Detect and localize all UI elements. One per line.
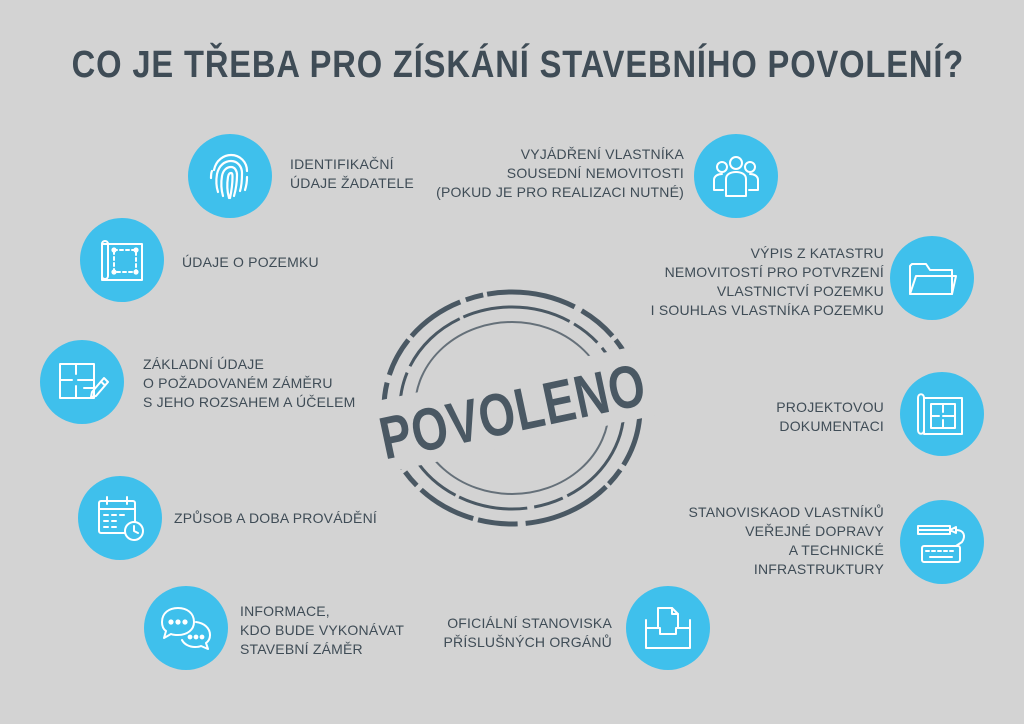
zakladni-udaje-label: ZÁKLADNÍ ÚDAJE O POŽADOVANÉM ZÁMĚRU S JEHO ROZSAHEM A ÚČELEM	[143, 356, 356, 410]
pen-keyboard-circle	[900, 500, 984, 584]
informace-kdo-label: INFORMACE, KDO BUDE VYKONÁVAT STAVEBNÍ ZÁMĚR	[240, 603, 405, 657]
blueprint-icon	[912, 384, 972, 444]
folder-icon	[902, 248, 962, 308]
identifikacni-udaje-label: IDENTIFIKAČNÍ ÚDAJE ŽADATELE	[290, 156, 414, 191]
fingerprint-icon	[200, 146, 260, 206]
povoleno-stamp	[362, 278, 729, 538]
projektova-dokumentace-label: PROJEKTOVOU DOKUMENTACI	[776, 399, 884, 434]
inbox-tray-circle	[626, 586, 710, 670]
stamp-text: POVOLENO	[373, 334, 729, 473]
land-plan-circle	[80, 218, 164, 302]
people-group-circle	[694, 134, 778, 218]
people-group-icon	[706, 146, 766, 206]
floor-plan-pencil-circle	[40, 340, 124, 424]
blueprint-circle	[900, 372, 984, 456]
fingerprint-circle	[188, 134, 272, 218]
zpusob-a-doba-label: ZPŮSOB A DOBA PROVÁDĚNÍ	[174, 510, 377, 526]
chat-bubbles-circle	[144, 586, 228, 670]
land-plan-icon	[92, 230, 152, 290]
calendar-clock-circle	[78, 476, 162, 560]
udaje-o-pozemku-label: ÚDAJE O POZEMKU	[182, 254, 319, 270]
inbox-tray-icon	[638, 598, 698, 658]
floor-plan-pencil-icon	[52, 352, 112, 412]
calendar-clock-icon	[90, 488, 150, 548]
page-title: CO JE TŘEBA PRO ZÍSKÁNÍ STAVEBNÍHO POVOLENÍ?	[71, 44, 965, 86]
oficialni-stanoviska-label: OFICIÁLNÍ STANOVISKA PŘÍSLUŠNÝCH ORGÁNŮ	[443, 615, 612, 650]
vyjadreni-vlastnika-label: VYJÁDŘENÍ VLASTNÍKA SOUSEDNÍ NEMOVITOSTI (POKUD JE PRO REALIZACI NUTNÉ)	[436, 146, 684, 200]
vypis-z-katastru-label: VÝPIS Z KATASTRU NEMOVITOSTÍ PRO POTVRZENÍ VLASTNICTVÍ POZEMKU I SOUHLAS VLASTNÍKA POZEMKU	[650, 245, 884, 318]
stanoviska-vlastniku-label: STANOVISKAOD VLASTNÍKŮ VEŘEJNÉ DOPRAVY A TECHNICKÉ INFRASTRUKTURY	[688, 504, 884, 577]
pen-keyboard-icon	[912, 512, 972, 572]
folder-circle	[890, 236, 974, 320]
chat-bubbles-icon	[156, 598, 216, 658]
